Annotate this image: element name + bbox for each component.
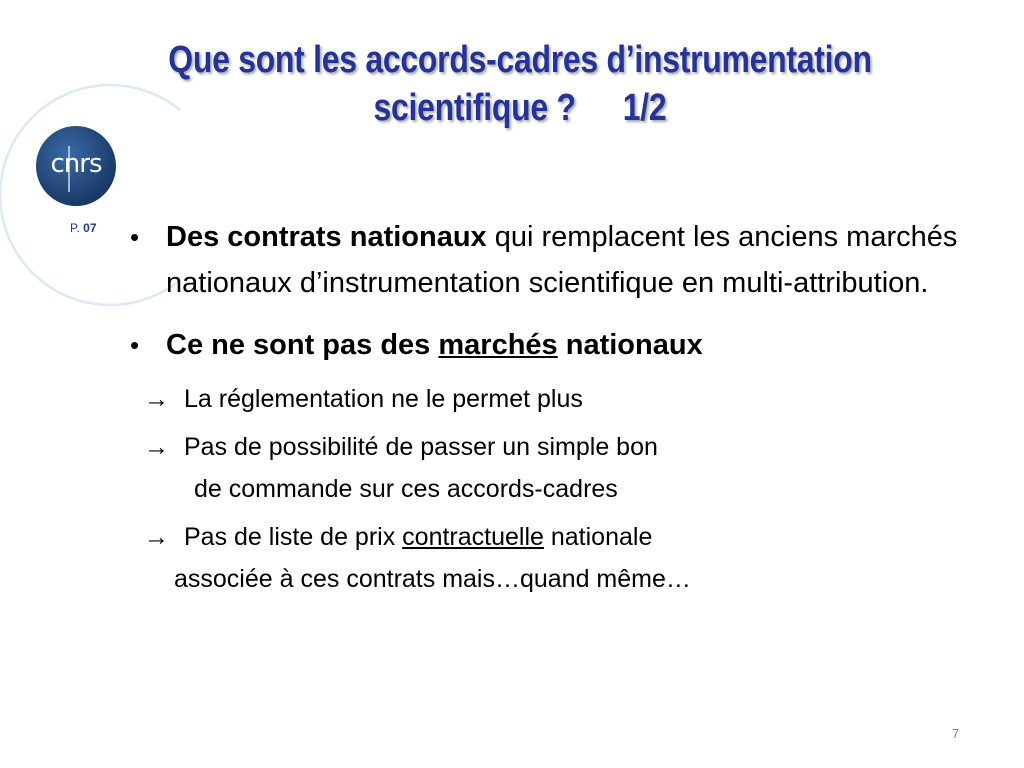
page-label: P. bbox=[70, 221, 80, 235]
bullet-bold-text: Ce ne sont pas des bbox=[166, 329, 431, 361]
sub-item-text-continued: associée à ces contrats mais…quand même… bbox=[174, 565, 691, 593]
arrow-icon: → bbox=[144, 385, 169, 413]
title-line-1: Que sont les accords-cadres d’instrumentation bbox=[168, 39, 872, 81]
sub-item-underlined-text: contractuelle bbox=[402, 523, 544, 551]
slide-number: 7 bbox=[952, 726, 960, 741]
title-line-2 bbox=[142, 84, 898, 132]
page-number: 07 bbox=[83, 221, 97, 235]
page-indicator bbox=[70, 221, 97, 235]
sub-item bbox=[144, 516, 996, 600]
bullet-item bbox=[126, 214, 996, 306]
title-fraction: 1/2 bbox=[622, 87, 667, 129]
sub-item bbox=[144, 426, 996, 510]
bullet-text: qui remplacent les anciens marchés nationaux d’instrumentation scientifique en multi-attribution. bbox=[166, 221, 958, 299]
slide-title bbox=[142, 36, 898, 132]
sub-item-text-continued: de commande sur ces accords-cadres bbox=[194, 475, 618, 503]
svg-text:cnrs: cnrs bbox=[50, 149, 102, 179]
bullet-bold-text: nationaux bbox=[565, 329, 703, 361]
bullet-dot: • bbox=[130, 222, 140, 252]
sub-item-text: nationale bbox=[550, 523, 653, 551]
sub-item-text: La réglementation ne le permet plus bbox=[184, 385, 583, 413]
arrow-icon: → bbox=[144, 433, 169, 461]
slide-content bbox=[126, 214, 996, 606]
bullet-dot: • bbox=[130, 330, 140, 360]
sub-item bbox=[144, 378, 996, 420]
bullet-bold-text: Des contrats nationaux bbox=[166, 221, 487, 253]
bullet-underlined-text: marchés bbox=[438, 329, 558, 361]
cnrs-logo bbox=[34, 124, 118, 208]
bullet-item bbox=[126, 322, 996, 368]
title-line-2-text: scientifique ? bbox=[373, 87, 576, 129]
sub-item-text: Pas de possibilité de passer un simple bon bbox=[184, 433, 658, 461]
arrow-icon: → bbox=[144, 523, 169, 551]
sub-item-text: Pas de liste de prix bbox=[184, 523, 396, 551]
